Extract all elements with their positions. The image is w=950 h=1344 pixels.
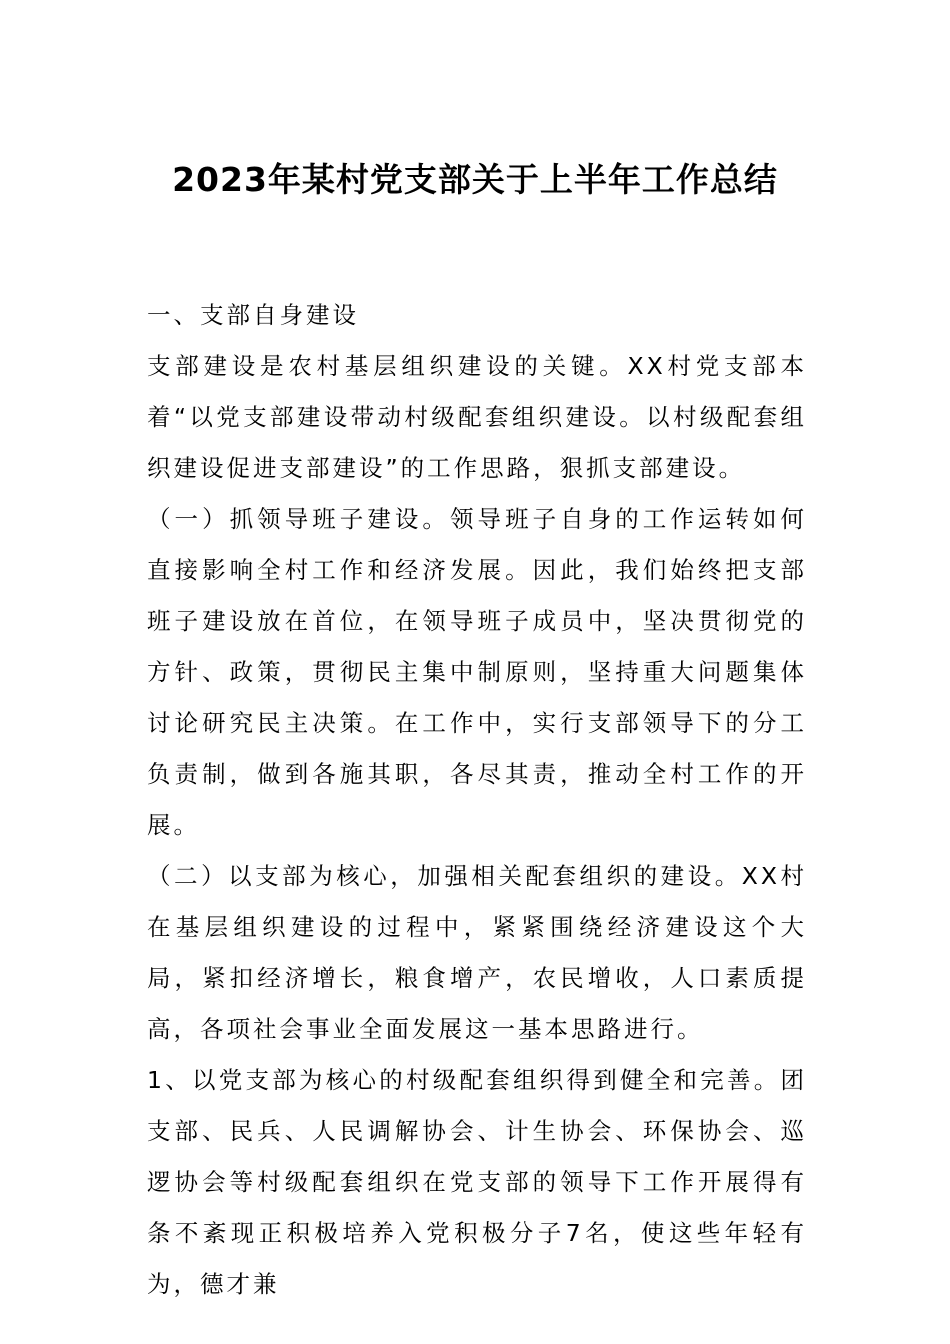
paragraph: 支部建设是农村基层组织建设的关键。XX村党支部本着“以党支部建设带动村级配套组织建设。以村级配套组织建设促进支部建设”的工作思路，狠抓支部建设。: [147, 352, 807, 482]
paragraph: （一）抓领导班子建设。领导班子自身的工作运转如何直接影响全村工作和经济发展。因此，我们始终把支部班子建设放在首位，在领导班子成员中，坚决贯彻党的方针、政策，贯彻民主集中制原则，坚持重大问题集体讨论研究民主决策。在工作中，实行支部领导下的分工负责制，做到各施其职，各尽其责，推动全村工作的开展。: [147, 505, 807, 839]
document-title: 2023年某村党支部关于上半年工作总结: [172, 160, 778, 199]
section-heading: 一、支部自身建设: [147, 301, 359, 329]
paragraph: （二）以支部为核心，加强相关配套组织的建设。XX村在基层组织建设的过程中，紧紧围绕经济建设这个大局，紧扣经济增长，粮食增产，农民增收，人口素质提高，各项社会事业全面发展这一基本思路进行。: [147, 862, 807, 1043]
paragraph: 1、以党支部为核心的村级配套组织得到健全和完善。团支部、民兵、人民调解协会、计生协会、环保协会、巡逻协会等村级配套组织在党支部的领导下工作开展得有条不紊现正积极培养入党积极分子7名，使这些年轻有为，德才兼: [147, 1066, 807, 1298]
document-body: [147, 290, 807, 1310]
